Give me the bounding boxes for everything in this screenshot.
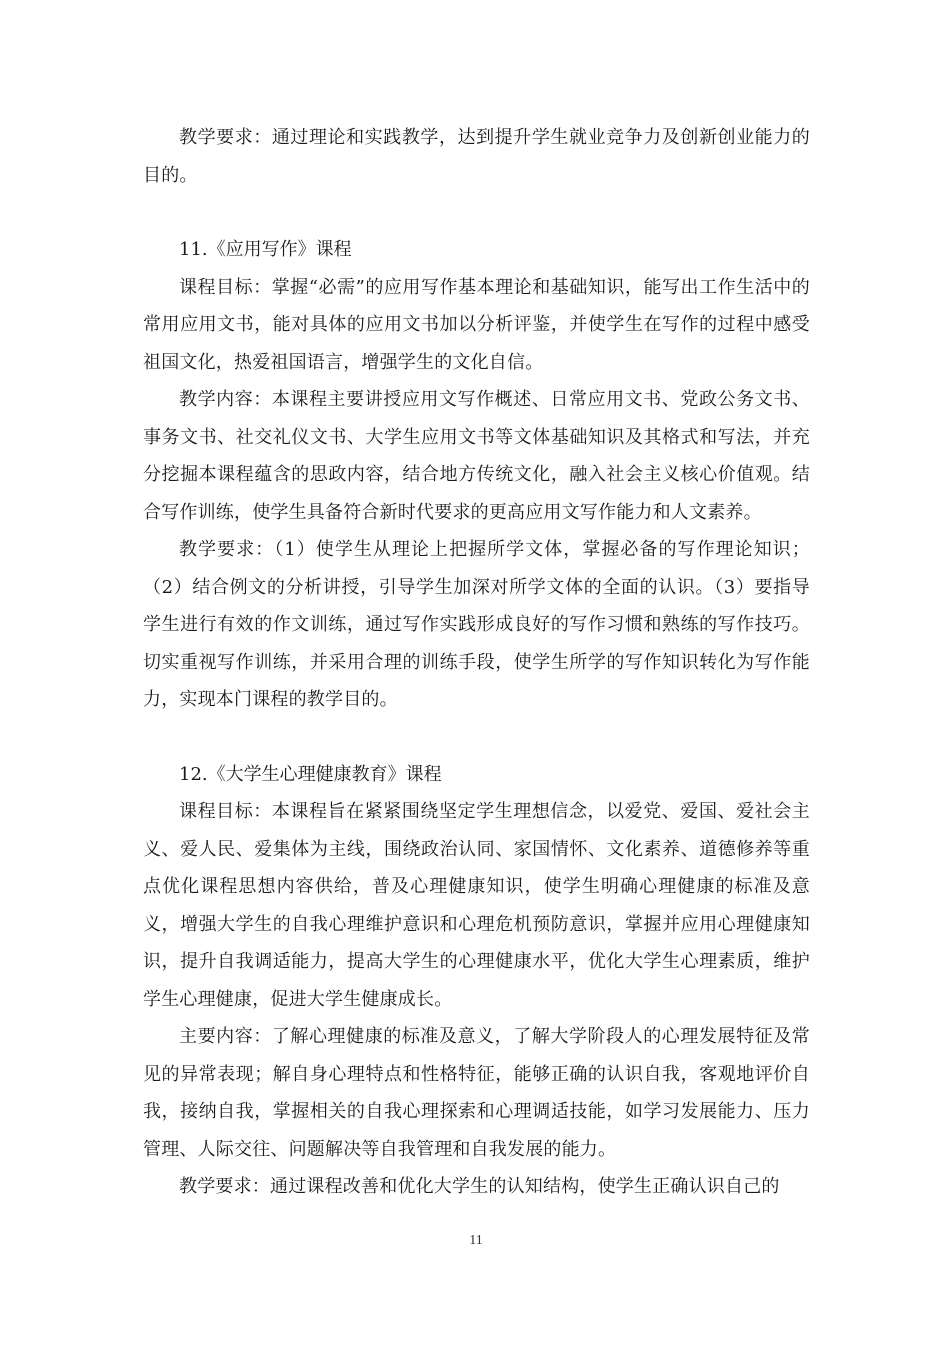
section-11-requirement: 教学要求：（1）使学生从理论上把握所学文体，掌握必备的写作理论知识；（2）结合例文的分析讲授，引导学生加深对所学文体的全面的认识。（3）要指导学生进行有效的作文训练，通过写作实践形成良好的写作习惯和熟练的写作技巧。切实重视写作训练，并采用合理的训练手段，使学生所学的写作知识转化为写作能力，实现本门课程的教学目的。 bbox=[143, 539, 810, 710]
section-12-heading: 12.《大学生心理健康教育》课程 bbox=[179, 763, 442, 785]
section-11-content: 教学内容：本课程主要讲授应用文写作概述、日常应用文书、党政公务文书、事务文书、社交礼仪文书、大学生应用文书等文体基础知识及其格式和写法，并充分挖掘本课程蕴含的思政内容，结合地方传统文化，融入社会主义核心价值观。结合写作训练，使学生具备符合新时代要求的更高应用文写作能力和人文素养。 bbox=[143, 389, 810, 523]
section-spacer bbox=[143, 194, 810, 231]
section-12-objective: 课程目标：本课程旨在紧紧围绕坚定学生理想信念，以爱党、爱国、爱社会主义、爱人民、爱集体为主线，围绕政治认同、家国情怀、文化素养、道德修养等重点优化课程思想内容供给，普及心理健康知识，使学生明确心理健康的标准及意义，增强大学生的自我心理维护意识和心理危机预防意识，掌握并应用心理健康知识，提升自我调适能力，提高大学生的心理健康水平，优化大学生心理素质，维护学生心理健康，促进大学生健康成长。 bbox=[143, 801, 810, 1010]
page-number: 11 bbox=[469, 1233, 483, 1248]
section-11-objective: 课程目标：掌握“必需”的应用写作基本理论和基础知识，能写出工作生活中的常用应用文书，能对具体的应用文书加以分析评鉴，并使学生在写作的过程中感受祖国文化，热爱祖国语言，增强学生的文化自信。 bbox=[143, 276, 810, 373]
section-12-content: 主要内容：了解心理健康的标准及意义，了解大学阶段人的心理发展特征及常见的异常表现；解自身心理特点和性格特征，能够正确的认识自我，客观地评价自我，接纳自我，掌握相关的自我心理探索和心理调适技能，如学习发展能力、压力管理、人际交往、问题解决等自我管理和自我发展的能力。 bbox=[143, 1026, 810, 1160]
section-spacer bbox=[143, 719, 810, 756]
section-12-requirement: 教学要求：通过课程改善和优化大学生的认知结构，使学生正确认识自己的 bbox=[179, 1176, 780, 1197]
section-11-heading: 11.《应用写作》课程 bbox=[179, 239, 352, 260]
page-content bbox=[143, 119, 810, 1206]
requirement-paragraph-previous: 教学要求：通过理论和实践教学，达到提升学生就业竞争力及创新创业能力的目的。 bbox=[143, 127, 810, 186]
